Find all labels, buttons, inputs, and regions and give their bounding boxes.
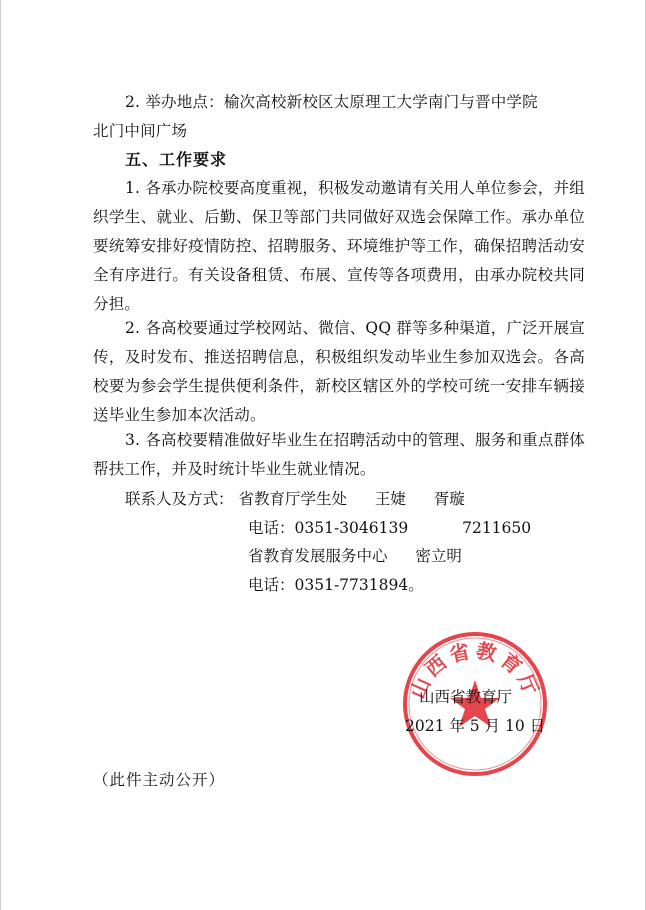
section-heading: 五、工作要求	[125, 150, 228, 169]
contact-row-1	[125, 489, 465, 509]
contact-org-1: 省教育厅学生处	[238, 490, 347, 508]
seal-text: 山西省教育厅	[405, 638, 545, 703]
contact-label: 联系人及方式：	[125, 490, 234, 508]
requirement-item-2: 2. 各高校要通过学校网站、微信、QQ 群等多种渠道，广泛开展宣传，及时发布、推送招聘信息，积极组织发动毕业生参加双选会。各高校要为参会学生提供便利条件，新校区辖区外的学校可统一安排车辆接送毕业生参加本次活动。	[93, 319, 585, 424]
contact-person-2: 胥璇	[433, 490, 465, 508]
contact-phone-1: 电话：0351-3046139	[248, 519, 409, 537]
issuer-signature: 山西省教育厅	[419, 688, 513, 706]
contact-person-1: 王婕	[374, 490, 406, 508]
contact-phone-1-ext: 7211650	[462, 519, 532, 537]
contact-phone-2: 电话：0351-7731894。	[248, 576, 424, 594]
venue-line-2: 北门中间广场	[93, 122, 188, 140]
venue-line-1: 2. 举办地点：榆次高校新校区太原理工大学南门与晋中学院	[125, 93, 538, 111]
contact-org-2: 省教育发展服务中心	[248, 547, 388, 565]
requirement-item-3: 3. 各高校要精准做好毕业生在招聘活动中的管理、服务和重点群体帮扶工作，并及时统计毕业生就业情况。	[93, 431, 585, 478]
disclosure-note: （此件主动公开）	[93, 771, 226, 789]
issue-date: 2021 年 5 月 10 日	[405, 717, 546, 735]
contact-row-3	[248, 546, 462, 566]
contact-person-3: 密立明	[415, 547, 462, 565]
requirement-item-1: 1. 各承办院校要高度重视，积极发动邀请有关用人单位参会，并组织学生、就业、后勤、保卫等部门共同做好双选会保障工作。承办单位要统筹安排好疫情防控、招聘服务、环境维护等工作，确保招聘活动安全有序进行。有关设备租赁、布展、宣传等各项费用，由承办院校共同分担。	[93, 179, 585, 313]
contact-row-2	[248, 518, 531, 538]
contact-row-4	[248, 575, 424, 595]
